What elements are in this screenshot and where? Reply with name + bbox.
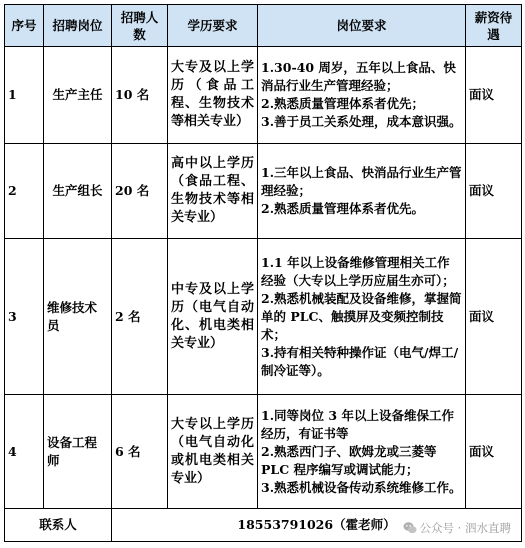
- header-education: 学历要求: [168, 5, 258, 47]
- row-position: 维修技术员: [44, 239, 112, 395]
- table-row: [5, 144, 522, 239]
- contact-value: 18553791026（霍老师）: [112, 509, 522, 542]
- header-requirements: 岗位要求: [258, 5, 466, 47]
- row-position: 设备工程师: [44, 395, 112, 509]
- row-education: 中专及以上学历（电气自动化、机电类相关专业）: [168, 239, 258, 395]
- row-requirements: 1.30-40 周岁，五年以上食品、快消品行业生产管理经验； 2.熟悉质量管理体系者优先； 3.善于员工关系处理，成本意识强。: [258, 47, 466, 144]
- row-requirements: 1.三年以上食品、快消品行业生产管理经验； 2.熟悉质量管理体系者优先。: [258, 144, 466, 239]
- watermark: [403, 520, 511, 536]
- row-education: 高中以上学历（食品工程、生物技术等相关专业）: [168, 144, 258, 239]
- header-no: 序号: [5, 5, 44, 47]
- row-requirements: 1.1 年以上设备维修管理相关工作经验（大专以上学历应届生亦可）； 2.熟悉机械装配及设备维修，掌握简单的 PLC、触摸屏及变频控制技术； 3.持有相关特种操作证（电气/焊工/制冷证等）。: [258, 239, 466, 395]
- table-row: [5, 47, 522, 144]
- row-position: 生产组长: [44, 144, 112, 239]
- row-education: 大专以上学历（电气自动化或机电类相关专业）: [168, 395, 258, 509]
- table-row: [5, 395, 522, 509]
- wechat-icon: [403, 521, 417, 535]
- recruitment-table: [4, 4, 522, 542]
- row-requirements: 1.同等岗位 3 年以上设备维保工作经历，有证书等 2.熟悉西门子、欧姆龙或三菱等 PLC 程序编写或调试能力； 3.熟悉机械设备传动系统维修工作。: [258, 395, 466, 509]
- row-salary: 面议: [466, 47, 522, 144]
- row-no: 3: [5, 239, 44, 395]
- row-count: 10 名: [112, 47, 168, 144]
- row-position: 生产主任: [44, 47, 112, 144]
- contact-label: 联系人: [5, 509, 112, 542]
- row-count: 2 名: [112, 239, 168, 395]
- header-count: 招聘人数: [112, 5, 168, 47]
- row-education: 大专及以上学历（食品工程、生物技术等相关专业）: [168, 47, 258, 144]
- row-no: 1: [5, 47, 44, 144]
- table-row: [5, 239, 522, 395]
- header-salary: 薪资待遇: [466, 5, 522, 47]
- row-salary: 面议: [466, 144, 522, 239]
- row-salary: 面议: [466, 239, 522, 395]
- row-count: 6 名: [112, 395, 168, 509]
- recruitment-table-container: [4, 4, 522, 542]
- row-count: 20 名: [112, 144, 168, 239]
- row-no: 4: [5, 395, 44, 509]
- row-salary: 面议: [466, 395, 522, 509]
- row-no: 2: [5, 144, 44, 239]
- header-position: 招聘岗位: [44, 5, 112, 47]
- table-header-row: [5, 5, 522, 47]
- watermark-text: 公众号 · 泗水直聘: [419, 521, 511, 535]
